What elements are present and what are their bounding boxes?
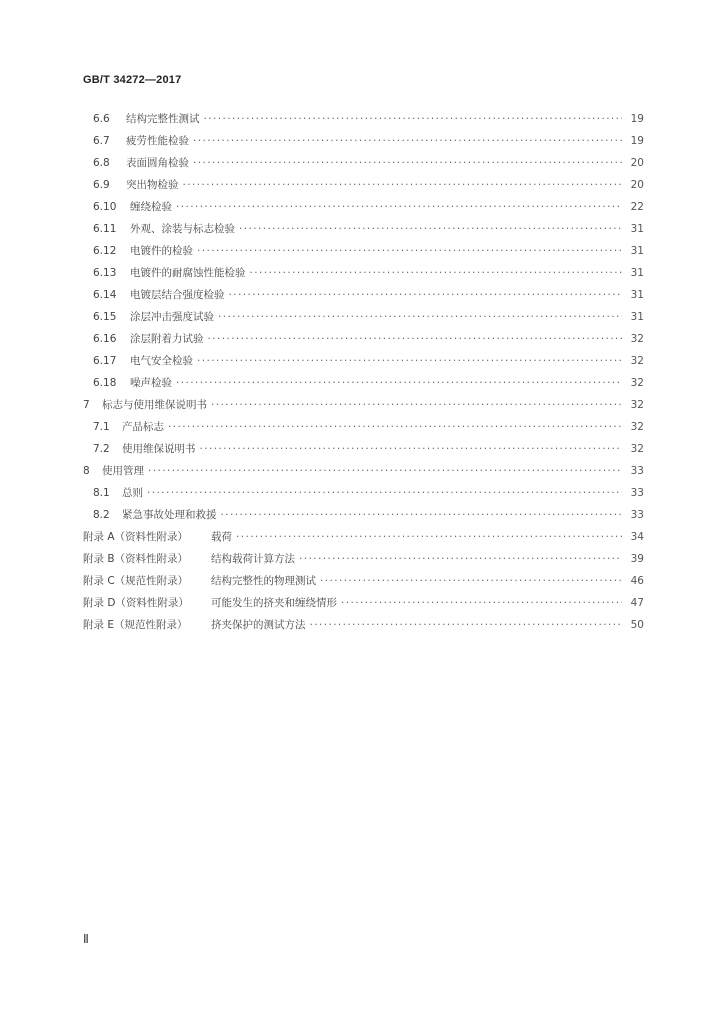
toc-entry-page: 19 <box>630 113 644 125</box>
toc-entry-page: 31 <box>630 223 644 235</box>
dot-leader <box>197 240 622 262</box>
toc-entry-7-1[interactable] <box>93 416 644 438</box>
dot-leader <box>193 130 622 152</box>
dot-leader <box>176 196 622 218</box>
dot-leader <box>211 394 622 416</box>
toc-entry-title: 结构完整性测试 <box>126 113 200 125</box>
toc-entry-6-10[interactable] <box>93 196 644 218</box>
toc-entry-page: 33 <box>630 465 644 477</box>
toc-entry-6-16[interactable] <box>93 328 644 350</box>
toc-entry-8-1[interactable] <box>93 482 644 504</box>
toc-entry-number: 6.13 <box>93 267 117 279</box>
toc-entry-page: 31 <box>630 245 644 257</box>
toc-entry-number: 6.12 <box>93 245 117 257</box>
toc-entry-number: 8 <box>83 465 90 477</box>
toc-entry-title: 总则 <box>122 487 143 499</box>
toc-entry-title: 可能发生的挤夹和缠绕情形 <box>211 597 337 609</box>
toc-entry-6-8[interactable] <box>93 152 644 174</box>
toc-entry-page: 20 <box>630 157 644 169</box>
dot-leader <box>239 218 622 240</box>
toc-entry-page: 31 <box>630 289 644 301</box>
dot-leader <box>341 592 622 614</box>
toc-entry-page: 22 <box>630 201 644 213</box>
toc-entry-number: 6.7 <box>93 135 110 147</box>
toc-entry-title: 紧急事故处理和救援 <box>122 509 217 521</box>
toc-entry-number: 附录 D（资料性附录） <box>83 597 189 609</box>
toc-entry-appendix-c[interactable] <box>83 570 644 592</box>
toc-entry-6-7[interactable] <box>93 130 644 152</box>
toc-entry-page: 32 <box>630 355 644 367</box>
toc-entry-6-6[interactable] <box>93 108 644 130</box>
toc-entry-number: 8.2 <box>93 509 110 521</box>
dot-leader <box>229 284 623 306</box>
dot-leader <box>250 262 623 284</box>
dot-leader <box>193 152 622 174</box>
toc-entry-number: 6.18 <box>93 377 117 389</box>
dot-leader <box>147 482 622 504</box>
toc-entry-page: 31 <box>630 311 644 323</box>
toc-entry-7[interactable] <box>83 394 644 416</box>
toc-entry-page: 32 <box>630 399 644 411</box>
toc-entry-8[interactable] <box>83 460 644 482</box>
toc-entry-number: 6.8 <box>93 157 110 169</box>
dot-leader <box>200 438 623 460</box>
toc-entry-page: 39 <box>630 553 644 565</box>
toc-entry-title: 使用维保说明书 <box>122 443 196 455</box>
dot-leader <box>183 174 623 196</box>
toc-entry-number: 附录 B（资料性附录） <box>83 553 189 565</box>
toc-entry-title: 标志与使用维保说明书 <box>102 399 207 411</box>
toc-entry-title: 涂层附着力试验 <box>130 333 204 345</box>
toc-entry-title: 产品标志 <box>122 421 164 433</box>
toc-entry-title: 外观、涂装与标志检验 <box>130 223 235 235</box>
toc-entry-6-14[interactable] <box>93 284 644 306</box>
page-number: Ⅱ <box>83 932 89 946</box>
toc-entry-number: 7.1 <box>93 421 110 433</box>
toc-entry-title: 电镀件的检验 <box>130 245 193 257</box>
toc-entry-6-12[interactable] <box>93 240 644 262</box>
toc-entry-page: 32 <box>630 443 644 455</box>
toc-entry-number: 6.14 <box>93 289 117 301</box>
toc-entry-title: 突出物检验 <box>126 179 179 191</box>
dot-leader <box>320 570 622 592</box>
dot-leader <box>148 460 622 482</box>
toc-entry-6-18[interactable] <box>93 372 644 394</box>
dot-leader <box>236 526 622 548</box>
toc-entry-title: 疲劳性能检验 <box>126 135 189 147</box>
toc-entry-appendix-a[interactable] <box>83 526 644 548</box>
toc-entry-6-15[interactable] <box>93 306 644 328</box>
toc-entry-6-11[interactable] <box>93 218 644 240</box>
toc-entry-7-2[interactable] <box>93 438 644 460</box>
toc-entry-number: 6.15 <box>93 311 117 323</box>
toc-entry-appendix-e[interactable] <box>83 614 644 636</box>
toc-entry-title: 电镀件的耐腐蚀性能检验 <box>130 267 246 279</box>
toc-entry-number: 6.9 <box>93 179 110 191</box>
toc-entry-title: 使用管理 <box>102 465 144 477</box>
toc-entry-number: 7 <box>83 399 90 411</box>
toc-entry-number: 附录 A（资料性附录） <box>83 531 189 543</box>
toc-entry-number: 8.1 <box>93 487 110 499</box>
toc-entry-title: 涂层冲击强度试验 <box>130 311 214 323</box>
toc-entry-page: 32 <box>630 333 644 345</box>
toc-entry-appendix-d[interactable] <box>83 592 644 614</box>
standard-number: GB/T 34272—2017 <box>83 74 182 86</box>
toc-entry-6-17[interactable] <box>93 350 644 372</box>
dot-leader <box>168 416 622 438</box>
dot-leader <box>204 108 623 130</box>
toc-entry-title: 电镀层结合强度检验 <box>130 289 225 301</box>
dot-leader <box>221 504 623 526</box>
toc-entry-title: 噪声检验 <box>130 377 172 389</box>
toc-entry-page: 32 <box>630 421 644 433</box>
toc-entry-title: 载荷 <box>211 531 232 543</box>
dot-leader <box>310 614 623 636</box>
toc-entry-6-9[interactable] <box>93 174 644 196</box>
toc-entry-number: 附录 C（规范性附录） <box>83 575 189 587</box>
toc-entry-number: 6.11 <box>93 223 117 235</box>
toc-entry-page: 19 <box>630 135 644 147</box>
toc-entry-page: 47 <box>630 597 644 609</box>
toc-entry-page: 34 <box>630 531 644 543</box>
dot-leader <box>176 372 622 394</box>
toc-entry-number: 6.17 <box>93 355 117 367</box>
toc-entry-title: 表面圆角检验 <box>126 157 189 169</box>
toc-entry-appendix-b[interactable] <box>83 548 644 570</box>
toc-entry-number: 7.2 <box>93 443 110 455</box>
toc-entry-page: 20 <box>630 179 644 191</box>
toc-entry-page: 33 <box>630 509 644 521</box>
toc-entry-title: 结构完整性的物理测试 <box>211 575 316 587</box>
toc-entry-title: 缠绕检验 <box>130 201 172 213</box>
toc-entry-title: 电气安全检验 <box>130 355 193 367</box>
dot-leader <box>299 548 622 570</box>
toc-entry-page: 31 <box>630 267 644 279</box>
toc-entry-title: 结构载荷计算方法 <box>211 553 295 565</box>
toc-entry-number: 6.10 <box>93 201 117 213</box>
toc-entry-title: 挤夹保护的测试方法 <box>211 619 306 631</box>
toc-entry-8-2[interactable] <box>93 504 644 526</box>
toc-entry-number: 6.16 <box>93 333 117 345</box>
dot-leader <box>208 328 623 350</box>
toc-entry-page: 50 <box>630 619 644 631</box>
dot-leader <box>218 306 622 328</box>
toc-entry-6-13[interactable] <box>93 262 644 284</box>
dot-leader <box>197 350 622 372</box>
toc-entry-page: 33 <box>630 487 644 499</box>
toc-entry-number: 附录 E（规范性附录） <box>83 619 188 631</box>
toc-entry-page: 46 <box>630 575 644 587</box>
toc-entry-page: 32 <box>630 377 644 389</box>
toc-entry-number: 6.6 <box>93 113 110 125</box>
